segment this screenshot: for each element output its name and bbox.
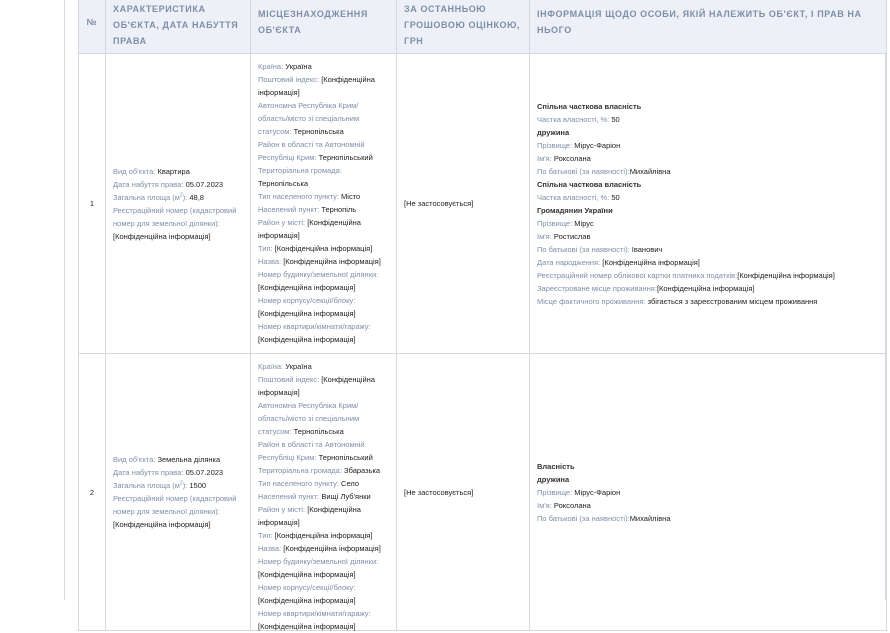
object-type-cell: Вид об'єкта: Квартира Дата набуття права: 05.07.2023 Загальна площа $(м^2)$: 48,8 Реєстраційний номер (кадастровий номер для земельної ділянки): [Конфіденційна інформація] xyxy=(106,54,251,354)
value-cell: [Не застосовується] xyxy=(397,354,530,631)
header-object-type: ХАРАКТЕРИСТИКА ОБ'ЄКТА, ДАТА НАБУТТЯ ПРАВА xyxy=(106,0,251,54)
header-value: ЗА ОСТАННЬОЮ ГРОШОВОЮ ОЦІНКОЮ, ГРН xyxy=(397,0,530,54)
object-type-cell: Вид об'єкта: Земельна ділянка Дата набуття права: 05.07.2023 Загальна площа $(м^2)$: 1500 Реєстраційний номер (кадастровий номер для земельної ділянки): [Конфіденційна інформація] xyxy=(106,354,251,631)
header-location: МІСЦЕЗНАХОДЖЕННЯ ОБ'ЄКТА xyxy=(251,0,397,54)
real-estate-table xyxy=(78,0,887,631)
location-cell: Країна: Україна Поштовий індекс: [Конфіденційна інформація] Автономна Республіка Крим/ область/місто зі спеціальним статусом: Тернопільська Район в області та Автономній Республіці Крим: Тернопільський Територіальна громада: Тернопільська Тип населеного пункту: Місто Населений пункт: Тернопіль Район у місті: [Конфіденційна інформація] Тип: [Конфіденційна інформація] Назва: [Конфіденційна інформація] Номер будинку/земельної ділянки: [Конфіденційна інформація] Номер корпусу/секції/блоку: [Конфіденційна інформація] Номер квартири/кімнати/гаражу: [Конфіденційна інформація] xyxy=(251,54,397,354)
header-owner-info: ІНФОРМАЦІЯ ЩОДО ОСОБИ, ЯКІЙ НАЛЕЖИТЬ ОБ'ЄКТ, І ПРАВ НА НЬОГО xyxy=(530,0,887,54)
owner-info-cell: Спільна часткова власність Частка власності, %: 50 дружина Прізвище: Мірус-Фаріон Ім'я: Роксолана По батькові (за наявності):Михайлівна Спільна часткова власність Частка власності, %: 50 Громадянин України Прізвище: Мірус Ім'я: Ростислав По батькові (за наявності): Іванович Дата народження: [Конфіденційна інформація] Реєстраційний номер облікової картки платника податків:[Конфіденційна інформація] Зареєстроване місце проживання:[Конфіденційна інформація] Місце фактичного проживання: збігається з зареєстрованим місцем проживання xyxy=(530,54,887,354)
row-number: 2 xyxy=(79,354,106,631)
location-cell: Країна: Україна Поштовий індекс: [Конфіденційна інформація] Автономна Республіка Крим/ область/місто зі спеціальним статусом: Тернопільська Район в області та Автономній Республіці Крим: Тернопільський Територіальна громада: Збаразька Тип населеного пункту: Село Населений пункт: Вищі Луб'янки Район у місті: [Конфіденційна інформація] Тип: [Конфіденційна інформація] Назва: [Конфіденційна інформація] Номер будинку/земельної ділянки: [Конфіденційна інформація] Номер корпусу/секції/блоку: [Конфіденційна інформація] Номер квартири/кімнати/гаражу: [Конфіденційна інформація] xyxy=(251,354,397,631)
value-cell: [Не застосовується] xyxy=(397,54,530,354)
owner-info-cell: Власність дружина Прізвище: Мірус-Фаріон Ім'я: Роксолана По батькові (за наявності):Михайлівна xyxy=(530,354,887,631)
header-number: № xyxy=(79,0,106,54)
row-number: 1 xyxy=(79,54,106,354)
left-divider xyxy=(64,0,65,600)
table-header-row xyxy=(79,0,887,54)
table-row xyxy=(79,54,887,354)
table-row xyxy=(79,354,887,631)
